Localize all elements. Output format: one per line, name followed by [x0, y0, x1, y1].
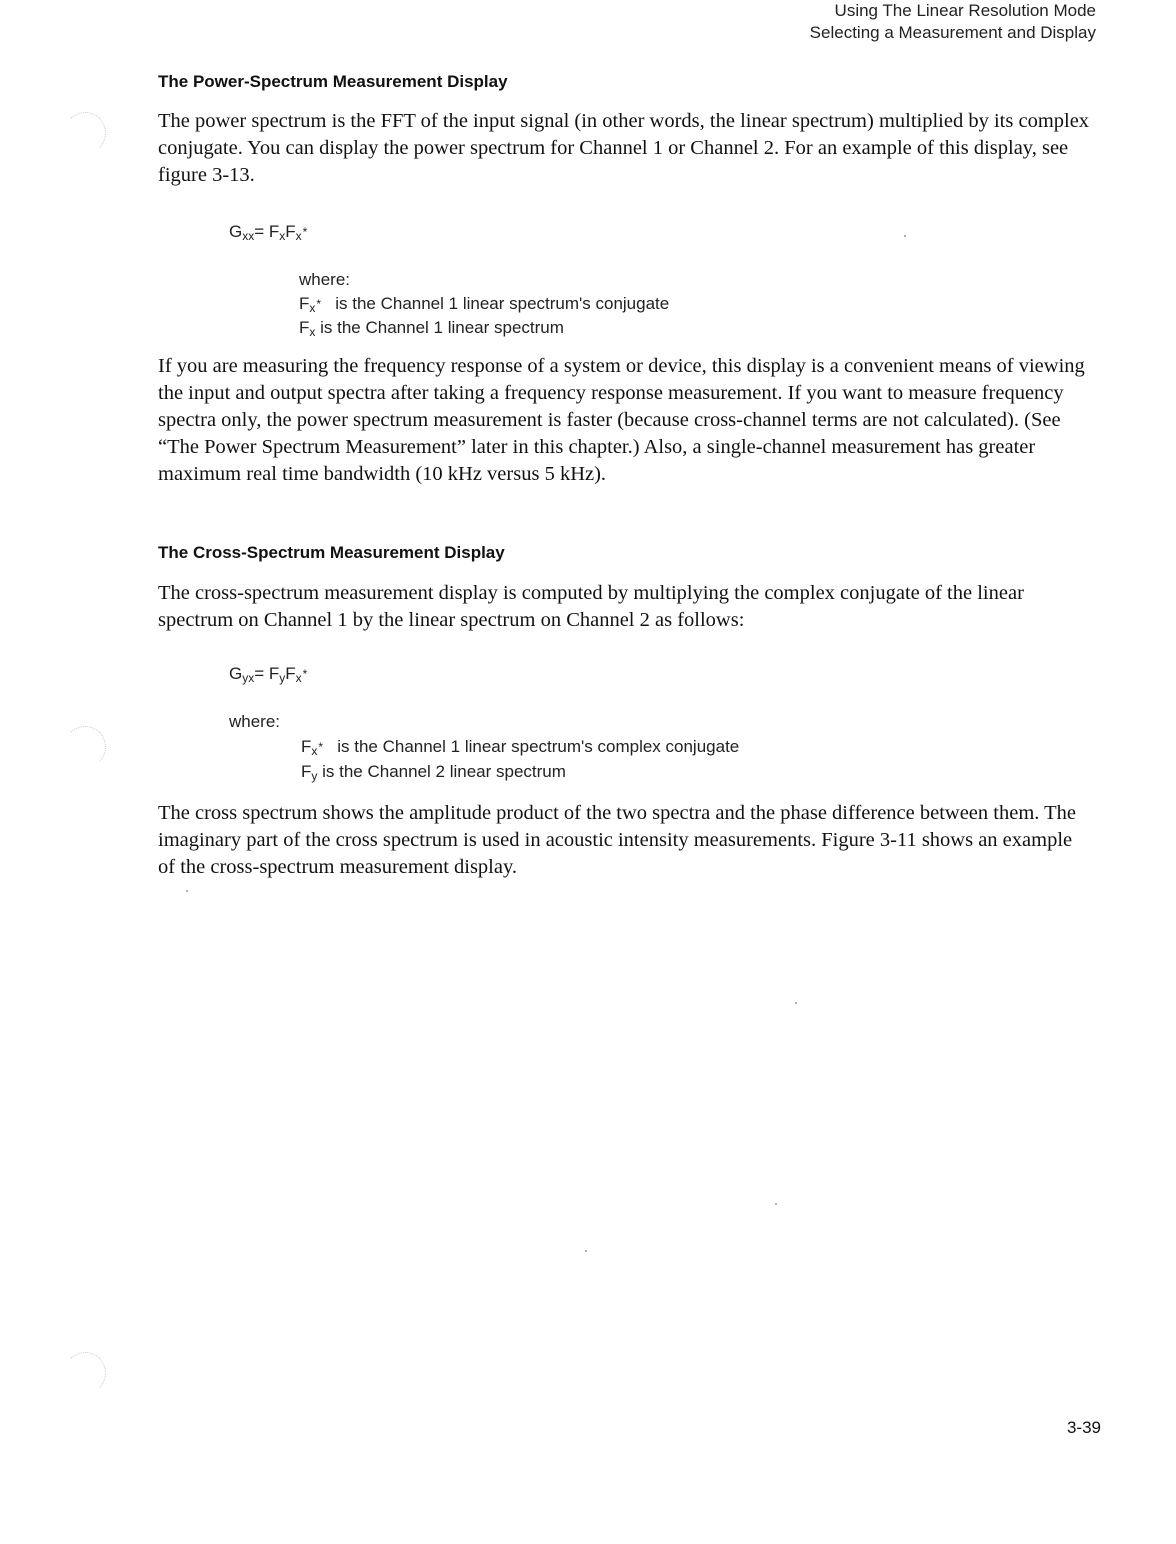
cross-def-conjugate: $F_x*$ is the Channel 1 linear spectrum's complex conjugate	[301, 737, 740, 758]
punch-hole-mark	[64, 1352, 106, 1394]
power-spectrum-equation: $G_{xx}= F_xF_x*$	[229, 222, 308, 243]
cross-spectrum-heading: The Cross-Spectrum Measurement Display	[158, 543, 505, 562]
cross-def-linear: $F_y$ is the Channel 2 linear spectrum	[301, 762, 566, 783]
scan-speck	[585, 1250, 587, 1252]
scan-speck	[904, 235, 906, 237]
power-def-conjugate: $F_x*$ is the Channel 1 linear spectrum's conjugate	[299, 294, 670, 315]
scan-speck	[186, 890, 188, 892]
cross-spectrum-intro: The cross-spectrum measurement display is computed by multiplying the complex conjugate of the linear spectrum on Channel 1 by the linear spectrum on Channel 2 as follows:	[158, 582, 1024, 631]
power-where-label: where:	[299, 270, 351, 289]
cross-spectrum-body: The cross spectrum shows the amplitude product of the two spectra and the phase difference between them. The imaginary part of the cross spectrum is used in acoustic intensity measurements. Figure 3-11 shows an example of the cross-spectrum measurement display.	[158, 802, 1077, 878]
power-spectrum-body: If you are measuring the frequency response of a system or device, this display is a convenient means of viewing the input and output spectra after taking a frequency response measurement. If you want to measure frequency spectra only, the power spectrum measurement is faster (because cross-channel terms are not calculated). (See “The Power Spectrum Measurement” later in this chapter.) Also, a single-channel measurement has greater maximum real time bandwidth (10 kHz versus 5 kHz).	[158, 355, 1085, 485]
running-head	[810, 0, 1096, 44]
power-spectrum-heading: The Power-Spectrum Measurement Display	[158, 72, 508, 91]
punch-hole-mark	[64, 726, 106, 768]
punch-hole-mark	[64, 112, 106, 154]
cross-where-label: where:	[229, 712, 281, 731]
page-number: 3-39	[1066, 1418, 1101, 1437]
running-head-chapter: Using The Linear Resolution Mode	[834, 1, 1096, 20]
scan-speck	[775, 1203, 777, 1205]
running-head-section: Selecting a Measurement and Display	[809, 23, 1096, 42]
power-spectrum-intro: The power spectrum is the FFT of the input signal (in other words, the linear spectrum) multiplied by its complex conjugate. You can display the power spectrum for Channel 1 or Channel 2. For an example of this display, see figure 3-13.	[158, 110, 1090, 186]
power-def-linear: $F_x$ is the Channel 1 linear spectrum	[299, 318, 564, 339]
scan-speck	[795, 1002, 797, 1004]
cross-spectrum-equation: $G_{yx}= F_yF_x*$	[229, 664, 308, 685]
